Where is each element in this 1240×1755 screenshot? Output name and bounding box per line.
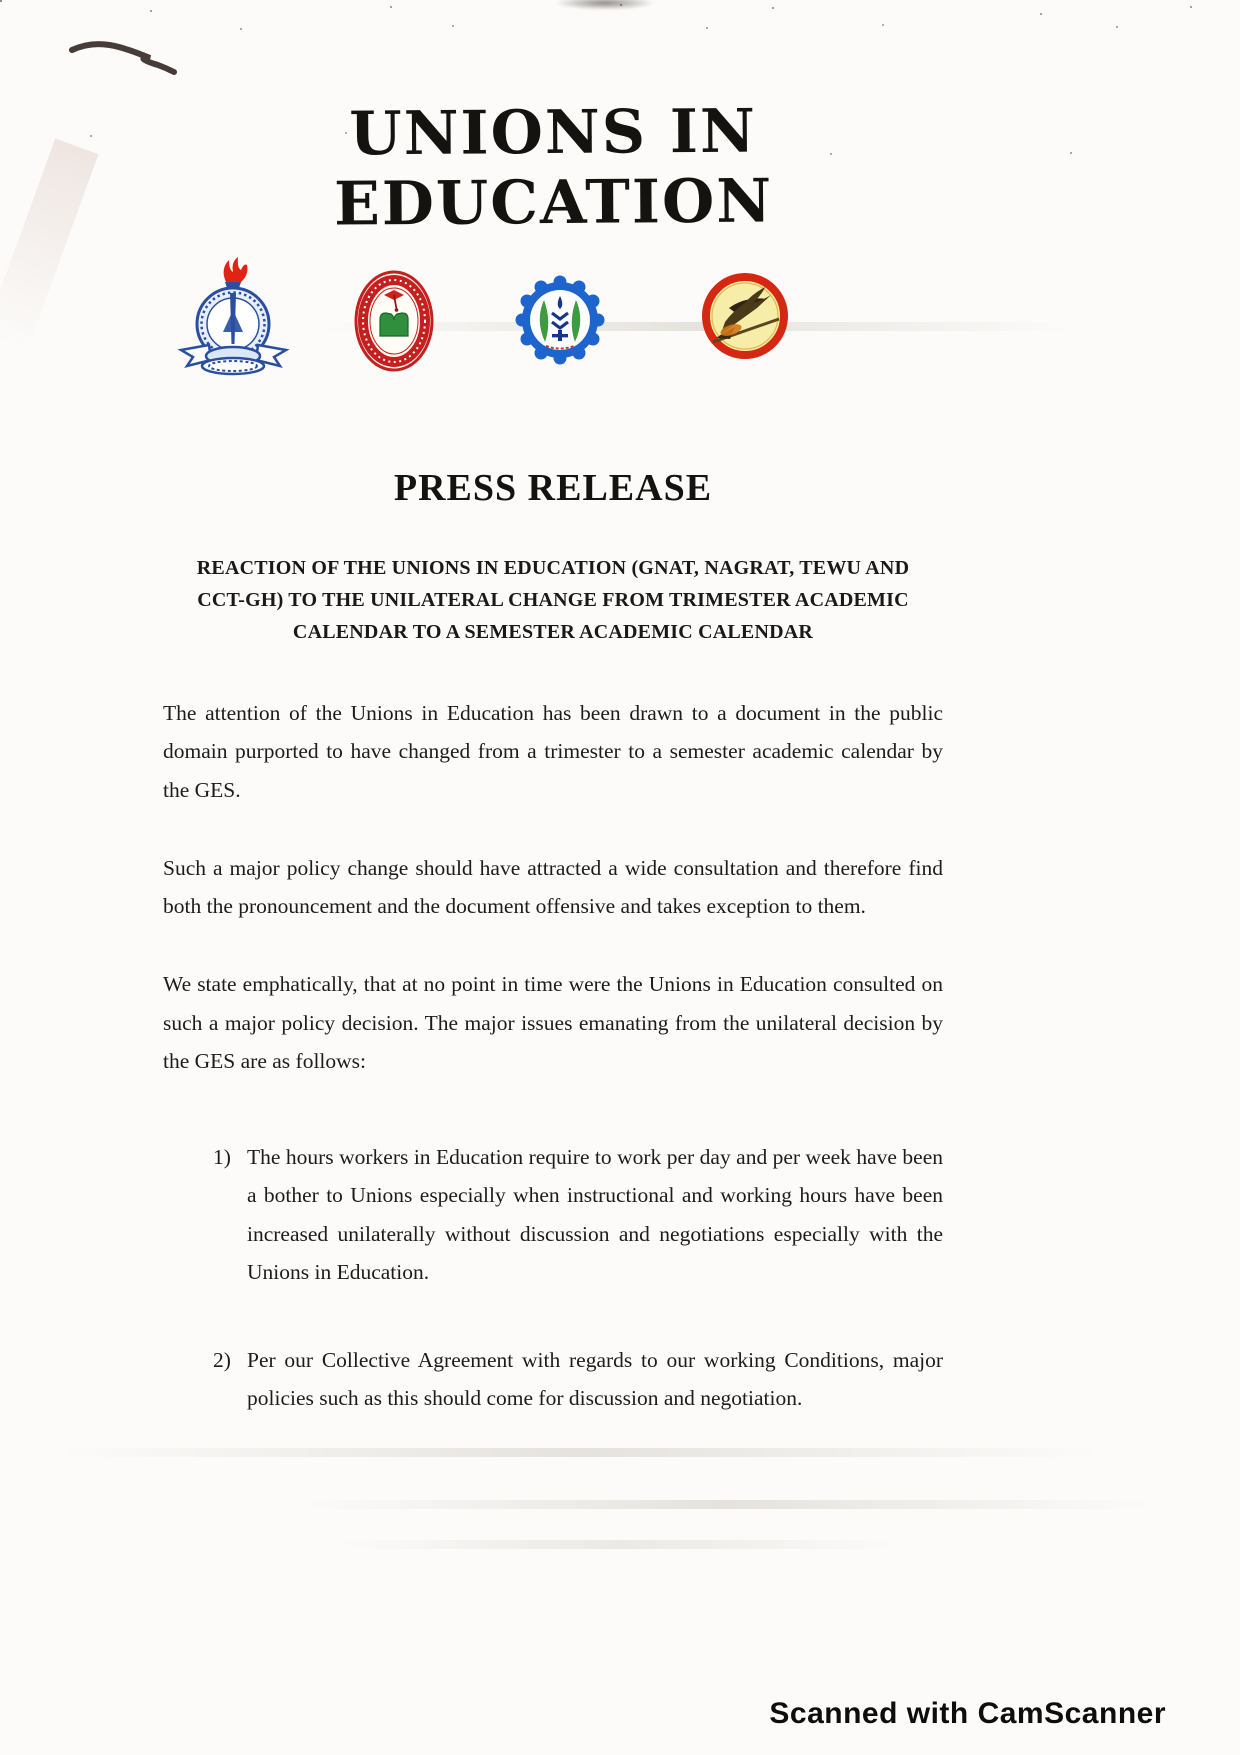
subject-line: REACTION OF THE UNIONS IN EDUCATION (GNAT, NAGRAT, TEWU AND — [196, 557, 910, 579]
body-text — [163, 694, 943, 1080]
gnat-logo-icon — [171, 256, 296, 378]
tewu-logo-icon — [513, 264, 607, 374]
scan-streak — [300, 1500, 1150, 1509]
scan-streak — [60, 1448, 1100, 1457]
scan-specks — [0, 0, 2, 2]
paragraph: The attention of the Unions in Education has been drawn to a document in the public domain purported to have changed from a trimester to a semester academic calendar by the GES. — [163, 701, 943, 802]
list-item — [163, 1341, 943, 1418]
list-item-number: 1) — [213, 1145, 231, 1170]
document-content — [163, 0, 943, 1418]
list-item-number: 2) — [213, 1348, 231, 1373]
union-logos-row — [163, 256, 943, 384]
list-item — [163, 1138, 943, 1291]
document-title: UNIONS IN EDUCATION — [333, 96, 774, 240]
subject-heading — [163, 552, 943, 648]
subject-line: CALENDAR TO A SEMESTER ACADEMIC CALENDAR — [292, 621, 814, 643]
list-item-text: Per our Collective Agreement with regards to our working Conditions, major policies such as this should come for discussion and negotiation. — [247, 1348, 943, 1411]
cct-gh-logo-icon — [701, 272, 789, 360]
nagrat-logo-icon — [353, 266, 435, 372]
camscanner-watermark: Scanned with CamScanner — [769, 1697, 1166, 1730]
paragraph: We state emphatically, that at no point in time were the Unions in Education consulted on such a major policy decision. The major issues emanating from the unilateral decision by the GES are as follows: — [163, 972, 943, 1073]
scan-streak — [340, 1540, 900, 1549]
scan-fold-shadow — [0, 138, 99, 351]
paragraph: Such a major policy change should have attracted a wide consultation and therefore find both the pronouncement and the document offensive and takes exception to them. — [163, 855, 943, 919]
subject-line: CCT-GH) TO THE UNILATERAL CHANGE FROM TRIMESTER ACADEMIC — [197, 589, 909, 611]
press-release-heading: PRESS RELEASE — [393, 467, 713, 509]
numbered-list — [163, 1138, 943, 1418]
list-item-text: The hours workers in Education require to work per day and per week have been a bother to Unions especially when instructional and working hours have been increased unilaterally without discussion and negotiations especially with the Unions in Education. — [247, 1145, 943, 1284]
